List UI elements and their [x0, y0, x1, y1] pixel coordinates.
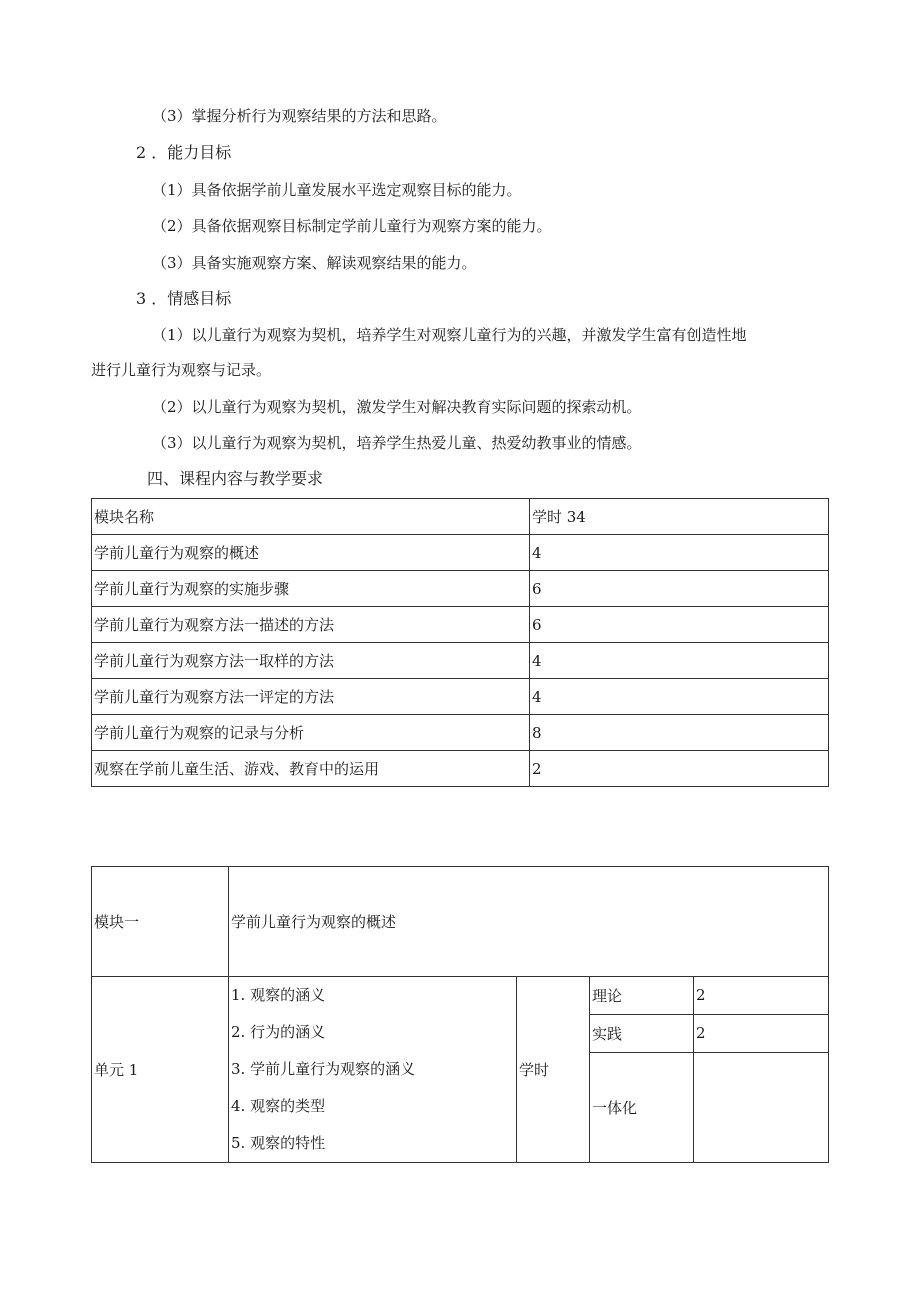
module-hours-cell: 2	[530, 751, 829, 787]
module-name-cell: 学前儿童行为观察的记录与分析	[92, 715, 530, 751]
module-hours-cell: 8	[530, 715, 829, 751]
objective-ability-1: （1）具备依据学前儿童发展水平选定观察目标的能力。	[152, 181, 522, 199]
integrated-label-cell: 一体化	[590, 1052, 694, 1162]
objective-emotion-1-line1: （1）以儿童行为观察为契机，培养学生对观察儿童行为的兴趣，并激发学生富有创造性地	[152, 326, 747, 344]
table-row	[92, 715, 829, 751]
practice-value-cell: 2	[694, 1014, 829, 1052]
table-row	[92, 751, 829, 787]
table-row	[92, 571, 829, 607]
module-name-cell: 学前儿童行为观察方法一评定的方法	[92, 679, 530, 715]
theory-label-cell: 理论	[590, 977, 694, 1015]
objective-emotion-1-line2: 进行儿童行为观察与记录。	[91, 361, 272, 379]
heading-ability-objectives: 2 ．能力目标	[136, 143, 232, 162]
unit-topics-cell	[229, 977, 517, 1163]
module-name-cell: 学前儿童行为观察的实施步骤	[92, 571, 530, 607]
table-row	[92, 535, 829, 571]
integrated-value-cell	[694, 1052, 829, 1162]
list-item: 5. 观察的特性	[231, 1134, 326, 1152]
table-row	[92, 607, 829, 643]
module-hours-cell: 4	[530, 535, 829, 571]
module-hours-cell: 6	[530, 607, 829, 643]
practice-label-cell: 实践	[590, 1014, 694, 1052]
table-row	[92, 679, 829, 715]
table-header-row	[92, 499, 829, 535]
module-hours-cell: 6	[530, 571, 829, 607]
objective-emotion-2: （2）以儿童行为观察为契机，激发学生对解决教育实际问题的探索动机。	[152, 398, 642, 416]
module-hours-table	[91, 498, 829, 787]
header-hours: 学时 34	[530, 499, 829, 535]
objective-emotion-3: （3）以儿童行为观察为契机，培养学生热爱儿童、热爱幼教事业的情感。	[152, 434, 642, 452]
header-module-name: 模块名称	[92, 499, 530, 535]
unit-label-cell: 单元 1	[92, 977, 229, 1163]
table-row	[92, 643, 829, 679]
list-item: 4. 观察的类型	[231, 1097, 326, 1115]
section-course-content: 四、课程内容与教学要求	[147, 469, 324, 488]
list-item: 2. 行为的涵义	[231, 1023, 326, 1041]
module-name-cell: 学前儿童行为观察的概述	[92, 535, 530, 571]
module-name-cell: 学前儿童行为观察方法一描述的方法	[92, 607, 530, 643]
objective-ability-2: （2）具备依据观察目标制定学前儿童行为观察方案的能力。	[152, 217, 552, 235]
module-hours-cell: 4	[530, 679, 829, 715]
unit-topic-list	[231, 977, 516, 1162]
module-name-cell: 学前儿童行为观察方法一取样的方法	[92, 643, 530, 679]
list-item: 3. 学前儿童行为观察的涵义	[231, 1060, 416, 1078]
module-hours-cell: 4	[530, 643, 829, 679]
list-item: 1. 观察的涵义	[231, 986, 326, 1004]
objective-ability-3: （3）具备实施观察方案、解读观察结果的能力。	[152, 254, 477, 272]
objective-knowledge-3: （3）掌握分析行为观察结果的方法和思路。	[152, 107, 447, 125]
heading-emotion-objectives: 3 ．情感目标	[136, 289, 232, 308]
module-row	[92, 867, 829, 977]
module-title-cell: 学前儿童行为观察的概述	[229, 867, 829, 977]
module-detail-table	[91, 866, 829, 1163]
hours-label-cell: 学时	[517, 977, 590, 1163]
theory-value-cell: 2	[694, 977, 829, 1015]
module-label-cell: 模块一	[92, 867, 229, 977]
module-name-cell: 观察在学前儿童生活、游戏、教育中的运用	[92, 751, 530, 787]
unit-row	[92, 977, 829, 1015]
